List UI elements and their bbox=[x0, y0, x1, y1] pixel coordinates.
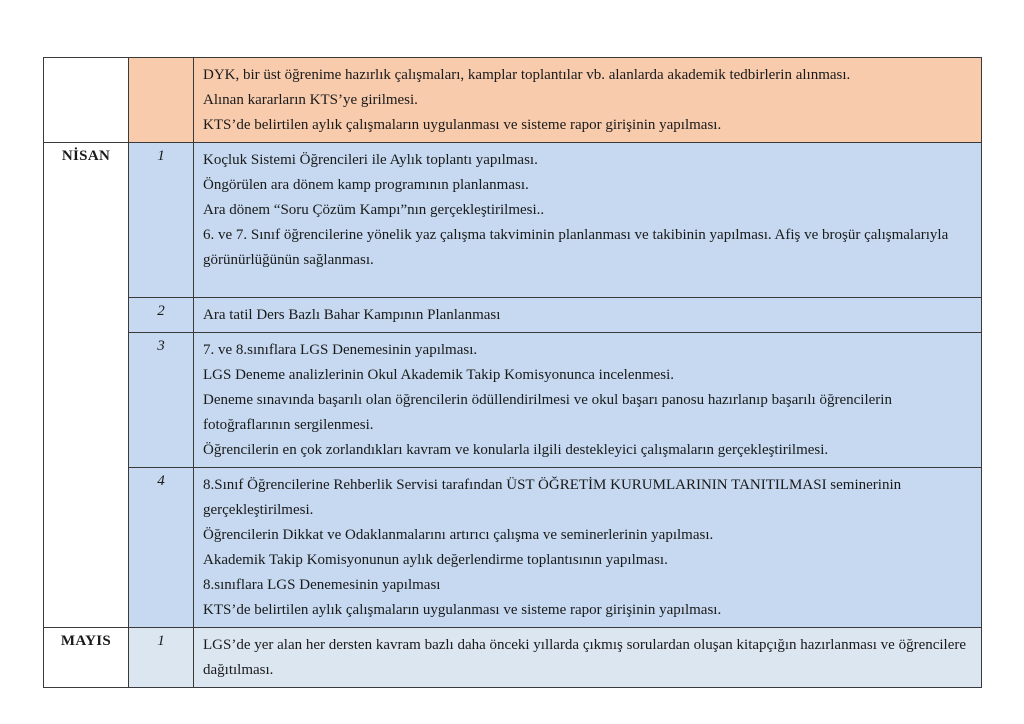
activity-line: Öngörülen ara dönem kamp programının planlanması. bbox=[203, 177, 529, 193]
week-number-cell: 1 bbox=[129, 143, 194, 298]
week-number-cell: 4 bbox=[129, 468, 194, 628]
table-row-carryover bbox=[44, 58, 982, 143]
month-cell-nisan: NİSAN bbox=[44, 143, 129, 628]
table-row-nisan-2 bbox=[44, 298, 982, 333]
activity-line: DYK, bir üst öğrenime hazırlık çalışmaları, kamplar toplantılar vb. alanlarda akademik tedbirlerin alınması. bbox=[203, 67, 851, 83]
week-number-cell: 3 bbox=[129, 333, 194, 468]
activities-cell bbox=[194, 468, 982, 628]
week-number-cell: 1 bbox=[129, 628, 194, 688]
activities-cell bbox=[194, 333, 982, 468]
week-number-cell: 2 bbox=[129, 298, 194, 333]
activity-line: KTS’de belirtilen aylık çalışmaların uygulanması ve sisteme rapor girişinin yapılması. bbox=[203, 117, 722, 133]
activities-cell bbox=[194, 58, 982, 143]
activity-line: 6. ve 7. Sınıf öğrencilerine yönelik yaz çalışma takviminin planlanması ve takibinin yapılması. Afiş ve broşür çalışmalarıyla görünürlüğünün sağlanması. bbox=[203, 227, 949, 268]
activity-line: Ara tatil Ders Bazlı Bahar Kampının Planlanması bbox=[203, 307, 501, 323]
activity-line: Deneme sınavında başarılı olan öğrencilerin ödüllendirilmesi ve okul başarı panosu hazırlanıp başarılı öğrencilerin fotoğraflarının sergilenmesi. bbox=[203, 392, 892, 433]
activity-line: Öğrencilerin en çok zorlandıkları kavram ve konularla ilgili destekleyici çalışmaların gerçekleştirilmesi. bbox=[203, 442, 829, 458]
monthly-plan-table bbox=[43, 57, 982, 688]
activity-line: Ara dönem “Soru Çözüm Kampı”nın gerçekleştirilmesi.. bbox=[203, 202, 545, 218]
month-cell-empty bbox=[44, 58, 129, 143]
activity-line: LGS’de yer alan her dersten kavram bazlı daha önceki yıllarda çıkmış sorulardan oluşan kitapçığın hazırlanması ve öğrencilere dağıtılması. bbox=[203, 637, 967, 678]
activity-line: 8.sınıflara LGS Denemesinin yapılması bbox=[203, 577, 441, 593]
activity-line: 8.Sınıf Öğrencilerine Rehberlik Servisi tarafından ÜST ÖĞRETİM KURUMLARININ TANITILMASI seminerinin gerçekleştirilmesi. bbox=[203, 477, 902, 518]
table-row-nisan-4 bbox=[44, 468, 982, 628]
activities-cell bbox=[194, 628, 982, 688]
activities-cell bbox=[194, 298, 982, 333]
activity-line: LGS Deneme analizlerinin Okul Akademik Takip Komisyonunca incelenmesi. bbox=[203, 367, 675, 383]
table-row-nisan-3 bbox=[44, 333, 982, 468]
week-number-cell bbox=[129, 58, 194, 143]
activity-line: Alınan kararların KTS’ye girilmesi. bbox=[203, 92, 418, 108]
activity-line: Öğrencilerin Dikkat ve Odaklanmalarını artırıcı çalışma ve seminerlerinin yapılması. bbox=[203, 527, 714, 543]
table-row-nisan-1 bbox=[44, 143, 982, 298]
activity-line: 7. ve 8.sınıflara LGS Denemesinin yapılması. bbox=[203, 342, 478, 358]
activity-line: Akademik Takip Komisyonunun aylık değerlendirme toplantısının yapılması. bbox=[203, 552, 668, 568]
table-row-mayis-1 bbox=[44, 628, 982, 688]
month-cell-mayis: MAYIS bbox=[44, 628, 129, 688]
activity-line: Koçluk Sistemi Öğrencileri ile Aylık toplantı yapılması. bbox=[203, 152, 538, 168]
activities-cell bbox=[194, 143, 982, 298]
activity-line: KTS’de belirtilen aylık çalışmaların uygulanması ve sisteme rapor girişinin yapılması. bbox=[203, 602, 722, 618]
